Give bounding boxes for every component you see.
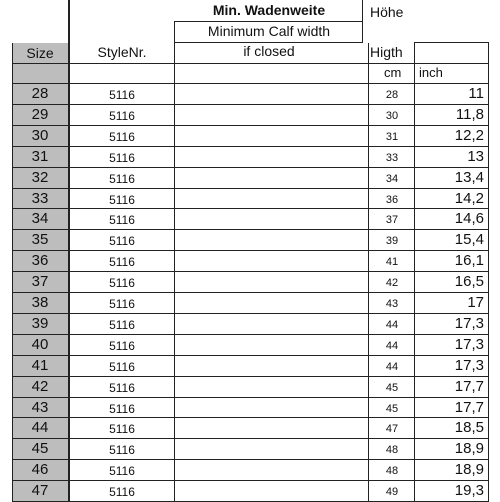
style-nr-cell: 5116 <box>109 485 135 499</box>
grid-line <box>12 250 489 251</box>
height-inch-cell: 17,3 <box>454 357 484 374</box>
style-nr-cell: 5116 <box>109 130 135 144</box>
style-nr-cell: 5116 <box>109 297 135 311</box>
height-cm-cell: 43 <box>385 298 399 310</box>
size-cell: 44 <box>12 418 68 438</box>
height-inch-cell: 15,4 <box>454 231 484 248</box>
grid-line <box>12 355 489 356</box>
style-nr-cell: 5116 <box>109 109 135 123</box>
size-cell: 31 <box>12 147 68 167</box>
style-nr-cell: 5116 <box>109 381 135 395</box>
size-cell: 34 <box>12 209 68 229</box>
style-nr-cell: 5116 <box>109 213 135 227</box>
style-nr-cell: 5116 <box>109 360 135 374</box>
style-nr-cell: 5116 <box>109 234 135 248</box>
size-cell: 43 <box>12 398 68 418</box>
style-nr-cell: 5116 <box>109 443 135 457</box>
size-cell: 33 <box>12 189 68 209</box>
height-inch-cell: 16,1 <box>454 252 484 269</box>
grid-line <box>414 43 415 502</box>
height-inch-cell: 13,4 <box>454 169 484 186</box>
height-inch-cell: 12,2 <box>454 127 484 144</box>
grid-line <box>414 42 489 43</box>
header-unit-cm: cm <box>384 65 402 80</box>
header-unit-inch: inch <box>419 65 443 80</box>
height-cm-cell: 34 <box>385 173 399 185</box>
header-title-en-line1: Minimum Calf width <box>207 23 331 39</box>
grid-line <box>174 21 363 22</box>
height-inch-cell: 19,3 <box>454 482 484 499</box>
height-cm-cell: 33 <box>385 152 399 164</box>
grid-line <box>174 22 175 502</box>
grid-line <box>488 43 489 502</box>
size-cell: 40 <box>12 335 68 355</box>
height-cm-cell: 48 <box>385 444 399 456</box>
height-inch-cell: 17 <box>467 294 484 311</box>
grid-line <box>12 167 489 168</box>
grid-line <box>12 334 489 335</box>
size-cell: 39 <box>12 314 68 334</box>
grid-line <box>12 188 489 189</box>
header-title-en-line2: if closed <box>243 43 295 59</box>
height-cm-cell: 48 <box>385 465 399 477</box>
grid-line <box>174 42 363 43</box>
style-nr-cell: 5116 <box>109 422 135 436</box>
header-title-de: Min. Wadenweite <box>212 2 326 18</box>
grid-line <box>12 43 13 502</box>
size-cell: 36 <box>12 251 68 271</box>
style-nr-cell: 5116 <box>109 464 135 478</box>
grid-line <box>12 438 489 439</box>
size-cell: 46 <box>12 460 68 480</box>
height-inch-cell: 11 <box>468 85 484 102</box>
grid-line <box>12 459 489 460</box>
size-cell: 37 <box>12 272 68 292</box>
style-nr-cell: 5116 <box>109 88 135 102</box>
height-cm-cell: 44 <box>385 361 399 373</box>
height-cm-cell: 45 <box>385 382 399 394</box>
size-cell: 28 <box>12 84 68 104</box>
grid-line <box>12 83 489 84</box>
size-cell: 30 <box>12 126 68 146</box>
height-inch-cell: 11,8 <box>455 106 484 123</box>
units-row-size-blank <box>12 64 68 83</box>
grid-line <box>12 63 489 64</box>
header-higth: Higth <box>370 44 403 60</box>
grid-line <box>12 417 489 418</box>
height-inch-cell: 18,9 <box>454 440 484 457</box>
size-cell: 41 <box>12 356 68 376</box>
height-inch-cell: 14,6 <box>454 210 484 227</box>
grid-line <box>68 0 70 502</box>
height-cm-cell: 47 <box>385 423 399 435</box>
style-nr-cell: 5116 <box>109 193 135 207</box>
height-cm-cell: 44 <box>385 319 399 331</box>
size-cell: 42 <box>12 377 68 397</box>
height-cm-cell: 36 <box>385 194 399 206</box>
size-cell: 32 <box>12 168 68 188</box>
height-cm-cell: 41 <box>385 256 399 268</box>
height-cm-cell: 39 <box>385 235 399 247</box>
height-inch-cell: 17,3 <box>454 336 484 353</box>
grid-line <box>12 480 489 481</box>
height-inch-cell: 17,7 <box>454 378 484 395</box>
style-nr-cell: 5116 <box>109 402 135 416</box>
height-inch-cell: 17,7 <box>454 399 484 416</box>
height-inch-cell: 17,3 <box>454 315 484 332</box>
height-inch-cell: 16,5 <box>454 273 484 290</box>
grid-line <box>12 146 489 147</box>
header-style-nr: StyleNr. <box>97 44 147 60</box>
grid-line <box>368 43 369 502</box>
style-nr-cell: 5116 <box>109 276 135 290</box>
grid-line <box>12 292 489 293</box>
grid-line <box>12 104 489 105</box>
grid-line <box>12 229 489 230</box>
height-cm-cell: 28 <box>385 89 399 101</box>
grid-line <box>12 376 489 377</box>
height-inch-cell: 18,5 <box>454 419 484 436</box>
grid-line <box>12 397 489 398</box>
style-nr-cell: 5116 <box>109 339 135 353</box>
style-nr-cell: 5116 <box>109 172 135 186</box>
grid-line <box>12 271 489 272</box>
header-hoehe: Höhe <box>370 4 404 20</box>
height-inch-cell: 13 <box>467 148 484 165</box>
height-cm-cell: 44 <box>385 340 399 352</box>
height-cm-cell: 45 <box>385 403 399 415</box>
grid-line <box>12 313 489 314</box>
height-inch-cell: 14,2 <box>454 190 484 207</box>
style-nr-cell: 5116 <box>109 318 135 332</box>
size-cell: 29 <box>12 105 68 125</box>
height-cm-cell: 49 <box>385 486 399 498</box>
size-cell: 47 <box>12 481 68 501</box>
size-cell: 45 <box>12 439 68 459</box>
style-nr-cell: 5116 <box>109 255 135 269</box>
size-cell: 35 <box>12 230 68 250</box>
grid-line <box>12 208 489 209</box>
size-cell: 38 <box>12 293 68 313</box>
header-size: Size <box>12 43 68 63</box>
height-cm-cell: 31 <box>385 131 399 143</box>
height-cm-cell: 37 <box>385 214 399 226</box>
height-cm-cell: 42 <box>385 277 399 289</box>
style-nr-cell: 5116 <box>109 151 135 165</box>
height-cm-cell: 30 <box>385 110 399 122</box>
height-inch-cell: 18,9 <box>454 461 484 478</box>
grid-line <box>12 125 489 126</box>
